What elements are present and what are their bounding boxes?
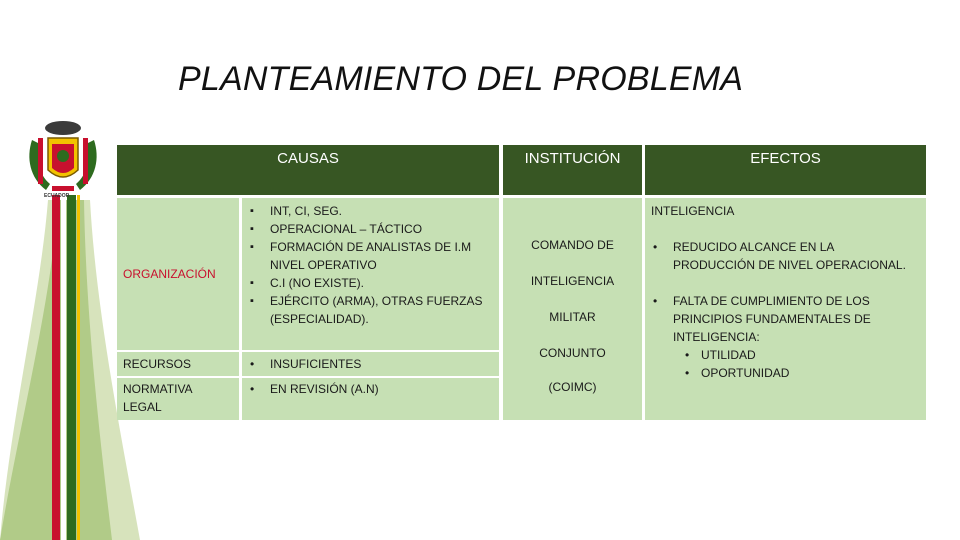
organizacion-list — [242, 202, 493, 328]
cause-details-normativa — [242, 378, 499, 420]
list-item: ▪ EJÉRCITO (ARMA), OTRAS FUERZAS (ESPECIALIDAD). — [242, 292, 493, 328]
list-item: ▪ C.I (NO EXISTE). — [242, 274, 493, 292]
cause-category-recursos — [117, 352, 239, 376]
list-item: • REDUCIDO ALCANCE EN LA PRODUCCIÓN DE NIVEL OPERACIONAL. — [645, 238, 916, 274]
cause-details-recursos — [242, 352, 499, 376]
institucion-line: COMANDO DE — [531, 238, 614, 252]
normativa-list — [242, 380, 499, 398]
recursos-list — [242, 355, 361, 373]
cause-label-normativa: NORMATIVA LEGAL — [123, 382, 192, 414]
list-item: • UTILIDAD — [681, 346, 916, 364]
efectos-heading: INTELIGENCIA — [651, 204, 735, 218]
header-institucion-label: INSTITUCIÓN — [524, 150, 621, 167]
list-item: ▪ INT, CI, SEG. — [242, 202, 493, 220]
list-item: • EN REVISIÓN (A.N) — [242, 380, 499, 398]
header-causas — [117, 145, 499, 195]
header-efectos — [645, 145, 926, 195]
institucion-line: CONJUNTO — [539, 346, 606, 360]
efectos-list — [645, 238, 916, 346]
list-item: ▪ OPERACIONAL – TÁCTICO — [242, 220, 493, 238]
cause-category-normativa — [117, 378, 239, 420]
cause-category-organizacion — [117, 198, 239, 350]
institucion-line: MILITAR — [549, 310, 596, 324]
header-institucion — [503, 145, 642, 195]
list-item: • FALTA DE CUMPLIMIENTO DE LOS PRINCIPIOS FUNDAMENTALES DE INTELIGENCIA: — [645, 292, 916, 346]
institucion-line: INTELIGENCIA — [530, 274, 615, 288]
header-efectos-label: EFECTOS — [750, 150, 821, 167]
header-causas-label: CAUSAS — [277, 150, 339, 167]
list-item: • OPORTUNIDAD — [681, 364, 916, 382]
list-item: ▪ FORMACIÓN DE ANALISTAS DE I.M NIVEL OPERATIVO — [242, 238, 493, 274]
emblem-label: ECUADOR — [44, 193, 70, 199]
institucion-cell — [503, 198, 642, 420]
cause-label-recursos: RECURSOS — [123, 357, 192, 371]
cause-details-organizacion — [242, 198, 499, 350]
efectos-cell — [645, 198, 926, 420]
institucion-line: (COIMC) — [548, 380, 597, 394]
coat-of-arms-icon — [24, 118, 102, 204]
cause-label-organizacion: ORGANIZACIÓN — [123, 267, 216, 281]
list-item: • INSUFICIENTES — [242, 355, 361, 373]
page-title: PLANTEAMIENTO DEL PROBLEMA — [178, 60, 744, 98]
efectos-sublist — [645, 346, 916, 382]
